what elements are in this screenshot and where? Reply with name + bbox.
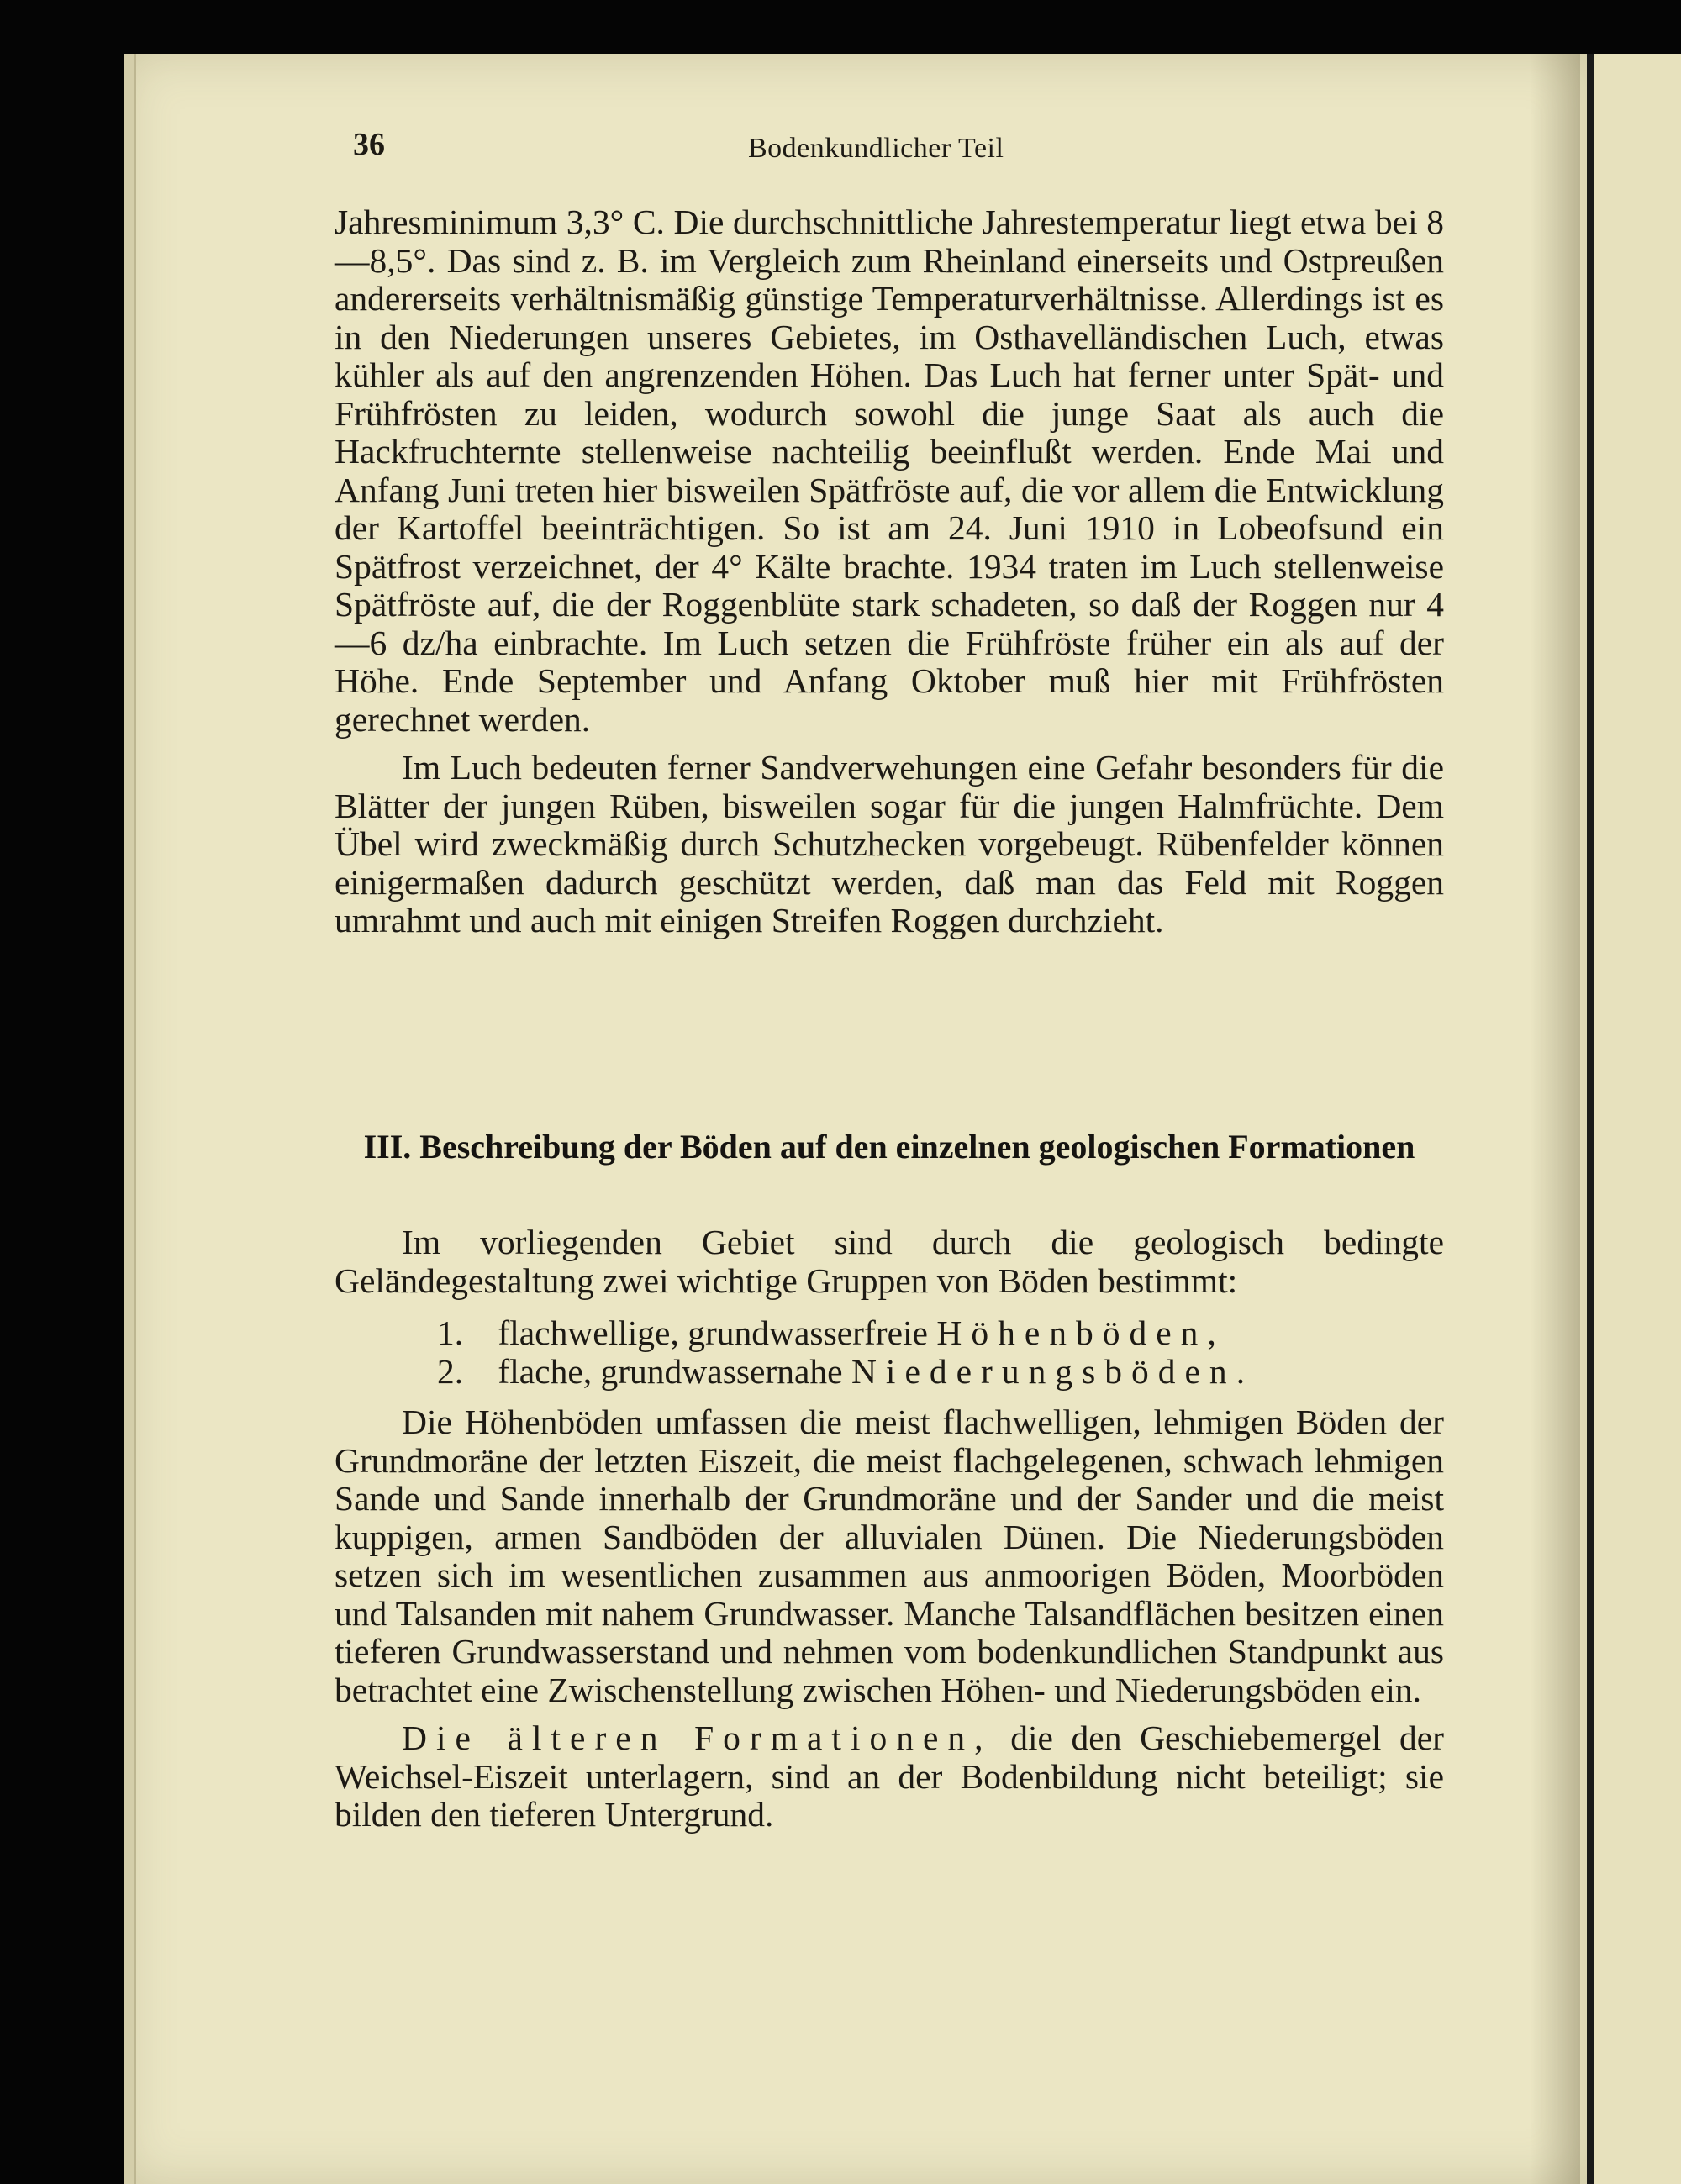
soil-groups-list — [437, 1314, 1245, 1391]
list-end: , — [1207, 1313, 1216, 1352]
list-end: . — [1236, 1351, 1246, 1391]
paragraph-hoehenboeden: Die Höhenböden umfassen die meist flachwelligen, lehmigen Böden der Grundmoräne der letzten Eiszeit, die meist flachgelegenen, schwach lehmigen Sande und Sande innerhalb der Grundmoräne und der Sander und die meist kuppigen, armen Sandböden der alluvialen Dünen. Die Niederungsböden setzen sich im wesentlichen zusammen aus anmoorigen Böden, Moorböden und Talsanden mit nahem Grundwasser. Manche Talsandflächen besitzen einen tieferen Grundwasserstand und nehmen vom bodenkundlichen Standpunkt aus betrachtet eine Zwischenstellung zwischen Höhen- und Niederungsböden ein. — [335, 1402, 1444, 1709]
spine-shadow — [1530, 54, 1580, 2184]
body-text-bottom — [335, 1403, 1444, 1834]
intro-paragraph-block — [335, 1224, 1444, 1300]
facing-page-edge — [1587, 54, 1681, 2184]
intro-paragraph: Im vorliegenden Gebiet sind durch die geologisch bedingte Geländegestaltung zwei wichtige Gruppen von Böden bestimmt: — [335, 1223, 1444, 1300]
list-text: flache, grundwassernahe — [498, 1351, 843, 1391]
list-number: 2. — [437, 1351, 464, 1391]
list-term: Höhenböden — [936, 1313, 1208, 1352]
body-text-top — [335, 203, 1444, 940]
list-item — [437, 1353, 1245, 1392]
page-edge — [124, 54, 136, 2184]
paragraph-sand-drift: Im Luch bedeuten ferner Sandverwehungen eine Gefahr besonders für die Blätter der jungen Rüben, bisweilen sogar für die jungen Halmfrüchte. Dem Übel wird zweckmäßig durch Schutzhecken vorgebeugt. Rübenfelder können einigermaßen dadurch geschützt werden, daß man das Feld mit Roggen umrahmt und auch mit einigen Streifen Roggen durchzieht. — [335, 748, 1444, 939]
running-head: Bodenkundlicher Teil — [748, 133, 1004, 164]
paragraph-rest: die den Geschiebemergel der Weichsel-Eiszeit unterlagern, sind an der Bodenbildung nicht beteiligt; sie bilden den tieferen Untergrund. — [335, 1718, 1445, 1834]
list-number: 1. — [437, 1313, 464, 1352]
paragraph-climate: Jahresminimum 3,3° C. Die durchschnittliche Jahrestemperatur liegt etwa bei 8—8,5°. Das sind z. B. im Vergleich zum Rheinland einerseits und Ostpreußen andererseits verhältnismäßig günstige Temperaturverhältnisse. Allerdings ist es in den Niederungen unseres Gebietes, im Osthavelländischen Luch, etwas kühler als auf den angrenzenden Höhen. Das Luch hat ferner unter Spät- und Frühfrösten zu leiden, wodurch sowohl die junge Saat als auch die Hackfruchternte stellenweise nachteilig beeinflußt werden. Ende Mai und Anfang Juni treten hier bisweilen Spätfröste auf, die vor allem die Entwicklung der Kartoffel beeinträchtigen. So ist am 24. Juni 1910 in Lobeofsund ein Spätfrost verzeichnet, der 4° Kälte brachte. 1934 traten im Luch stellenweise Spätfröste auf, die der Roggenblüte stark schadeten, so daß der Roggen nur 4—6 dz/ha einbrachte. Im Luch setzen die Frühfröste früher ein als auf der Höhe. Ende September und Anfang Oktober muß hier mit Frühfrösten gerechnet werden. — [335, 203, 1444, 739]
section-heading: III. Beschreibung der Böden auf den einzelnen geologischen Formationen — [363, 1128, 1415, 1166]
list-term: Niederungsböden — [851, 1351, 1236, 1391]
paragraph-older-formations — [335, 1719, 1444, 1834]
list-item — [437, 1314, 1245, 1353]
list-text: flachwellige, grundwasserfreie — [498, 1313, 928, 1352]
page-number: 36 — [353, 127, 385, 162]
spaced-term: Die älteren Formationen, — [402, 1718, 993, 1757]
